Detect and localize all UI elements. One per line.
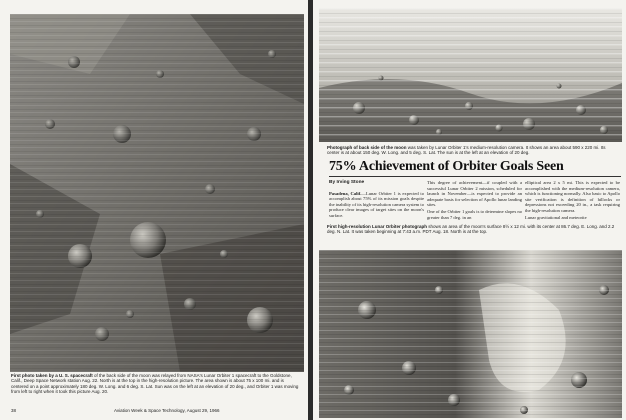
top-caption-lead: Photograph of back side of the moon — [327, 145, 407, 150]
lunar-photo-top — [319, 8, 622, 142]
dateline: Pasadena, Calif. — [329, 190, 362, 196]
article-column-1 — [329, 180, 424, 220]
headline-rule — [329, 176, 621, 177]
lunar-photo-left-image — [10, 14, 304, 372]
left-photo-caption — [11, 373, 301, 395]
column-2-paragraph-2: One of the Orbiter 1 goals is to determine slopes no greater than 7 deg. in an — [427, 209, 522, 220]
bottom-caption-lead: First high-resolution Lunar Orbiter photograph — [327, 224, 427, 229]
running-footer: Aviation Week & Space Technology, August 29, 1966 — [114, 408, 220, 413]
top-photo-caption — [327, 145, 619, 156]
column-1-paragraph — [329, 191, 424, 219]
column-3-paragraph-2: Lunar gravitational and meteorite — [525, 214, 587, 220]
bottom-caption-text: shows an area of the moon's surface 8½ x 12 mi. with its center at 86.7 deg. E. Long. and 2.2 deg. N. Lat. It was taken beginning at 7:43 a.m. PDT Aug. 18. North is at the top. — [327, 224, 615, 235]
column-1-text: —Lunar Orbiter 1 is expected to accomplish about 75% of its mission goals despite the inability of its high-resolution camera system to produce clear images of target sites on the moon's surface. — [329, 190, 424, 218]
lunar-photo-bottom — [319, 250, 622, 418]
column-2-paragraph-1: This degree of achievement—if coupled with a successful Lunar Orbiter 2 mission, scheduled for launch in November—is expected to provide an adequate basis for selection of Apollo lunar landing sites. — [427, 180, 522, 207]
article-column-3 — [525, 180, 620, 222]
left-caption-lead: First photo taken by a U. S. spacecraft — [11, 373, 93, 378]
column-3-paragraph-1: elliptical area 2 x 5 mi. This is expected to be accomplished with the medium-resolution camera, which is functioning normally. Also basic to Apollo site verification is definition of hillocks or depressions not exceeding 20 in., a task requiring the high-resolution camera. — [525, 180, 620, 213]
lunar-photo-bottom-image — [319, 250, 622, 418]
left-caption-text: of the back side of the moon was relayed from NASA's Lunar Orbiter 1 spacecraft to the Goldstone, Calif., Deep Space Network station Aug. 22. North is at the top in the high-resolution picture. The area shown is about 75 x 100 mi. and is centered on a point approximately 180 deg. W. Long. and 6 deg. S. Lat. Sun was on the left at an elevation of 20 deg., and Orbiter 1 was moving from left to right when it took this picture Aug. 20. — [11, 373, 299, 395]
byline: By Irving Stone — [329, 180, 365, 185]
article-column-2 — [427, 180, 522, 222]
bottom-photo-caption — [327, 224, 619, 235]
article-headline: 75% Achievement of Orbiter Goals Seen — [329, 159, 564, 174]
lunar-photo-top-image — [319, 8, 622, 142]
left-page — [0, 0, 308, 420]
right-page — [313, 0, 626, 420]
page-number: 38 — [11, 408, 17, 413]
top-caption-text: was taken by Lunar Orbiter 1's medium-resolution camera. It shows an area about 590 x 220 mi. Its center is at about 150 deg. W. Long. and 5 deg. S. Lat. The sun is at the left at an elevation of 20 deg. — [327, 145, 606, 156]
lunar-photo-left — [10, 14, 304, 372]
